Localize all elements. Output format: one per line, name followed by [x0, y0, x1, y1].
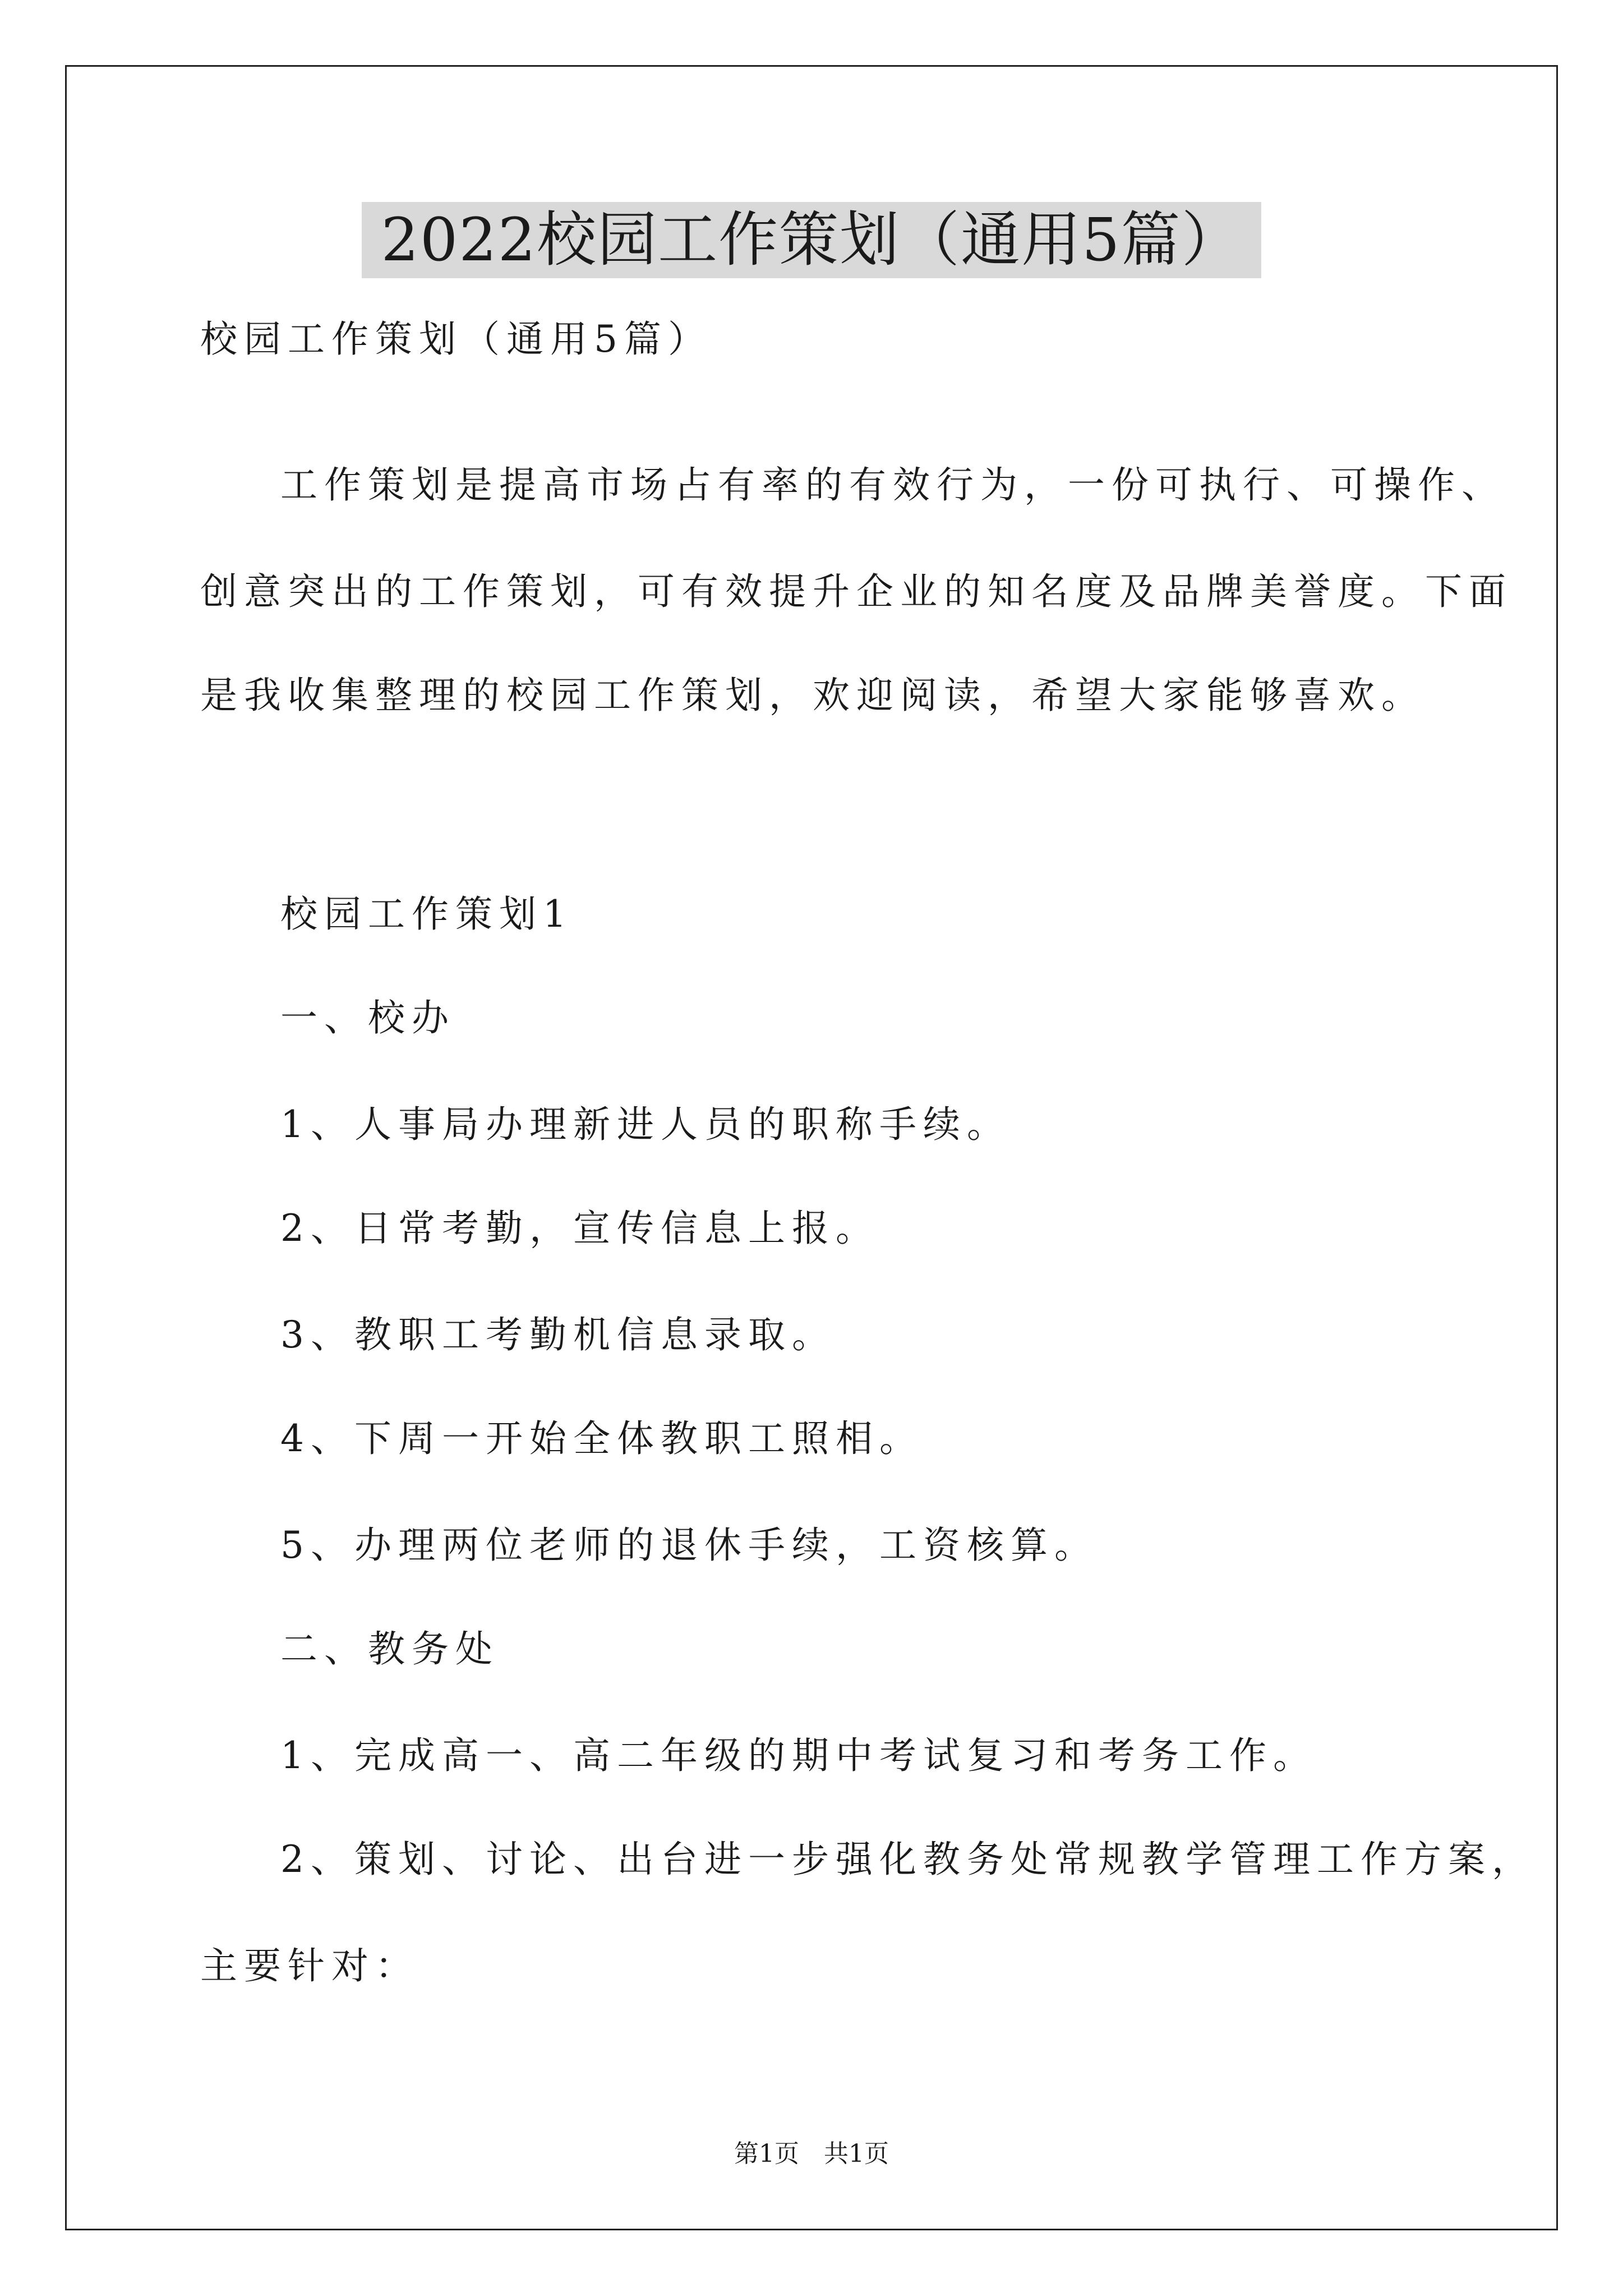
- page-footer: 第1页 共1页: [734, 2139, 889, 2168]
- section-heading: 校园工作策划1: [280, 892, 573, 936]
- list-item: 1、完成高一、高二年级的期中考试复习和考务工作。: [280, 1734, 1317, 1777]
- part2-heading: 二、教务处: [280, 1627, 499, 1671]
- intro-line-3: 是我收集整理的校园工作策划，欢迎阅读，希望大家能够喜欢。: [200, 674, 1425, 717]
- list-item-continuation: 主要针对：: [200, 1944, 419, 1987]
- list-item: 1、人事局办理新进人员的职称手续。: [280, 1103, 1011, 1146]
- intro-line-1: 工作策划是提高市场占有率的有效行为，一份可执行、可操作、: [280, 463, 1505, 507]
- list-item: 4、下周一开始全体教职工照相。: [280, 1417, 923, 1460]
- list-item: 5、办理两位老师的退休手续，工资核算。: [280, 1524, 1098, 1567]
- part1-heading: 一、校办: [280, 996, 455, 1039]
- intro-line-2: 创意突出的工作策划，可有效提升企业的知名度及品牌美誉度。下面: [200, 570, 1513, 613]
- title-container: [0, 202, 1623, 278]
- document-subtitle: 校园工作策划（通用5篇）: [200, 318, 712, 361]
- document-title: 2022校园工作策划（通用5篇）: [362, 202, 1261, 278]
- list-item: 3、教职工考勤机信息录取。: [280, 1313, 836, 1356]
- list-item: 2、策划、讨论、出台进一步强化教务处常规教学管理工作方案，: [280, 1838, 1536, 1881]
- list-item: 2、日常考勤，宣传信息上报。: [280, 1207, 879, 1250]
